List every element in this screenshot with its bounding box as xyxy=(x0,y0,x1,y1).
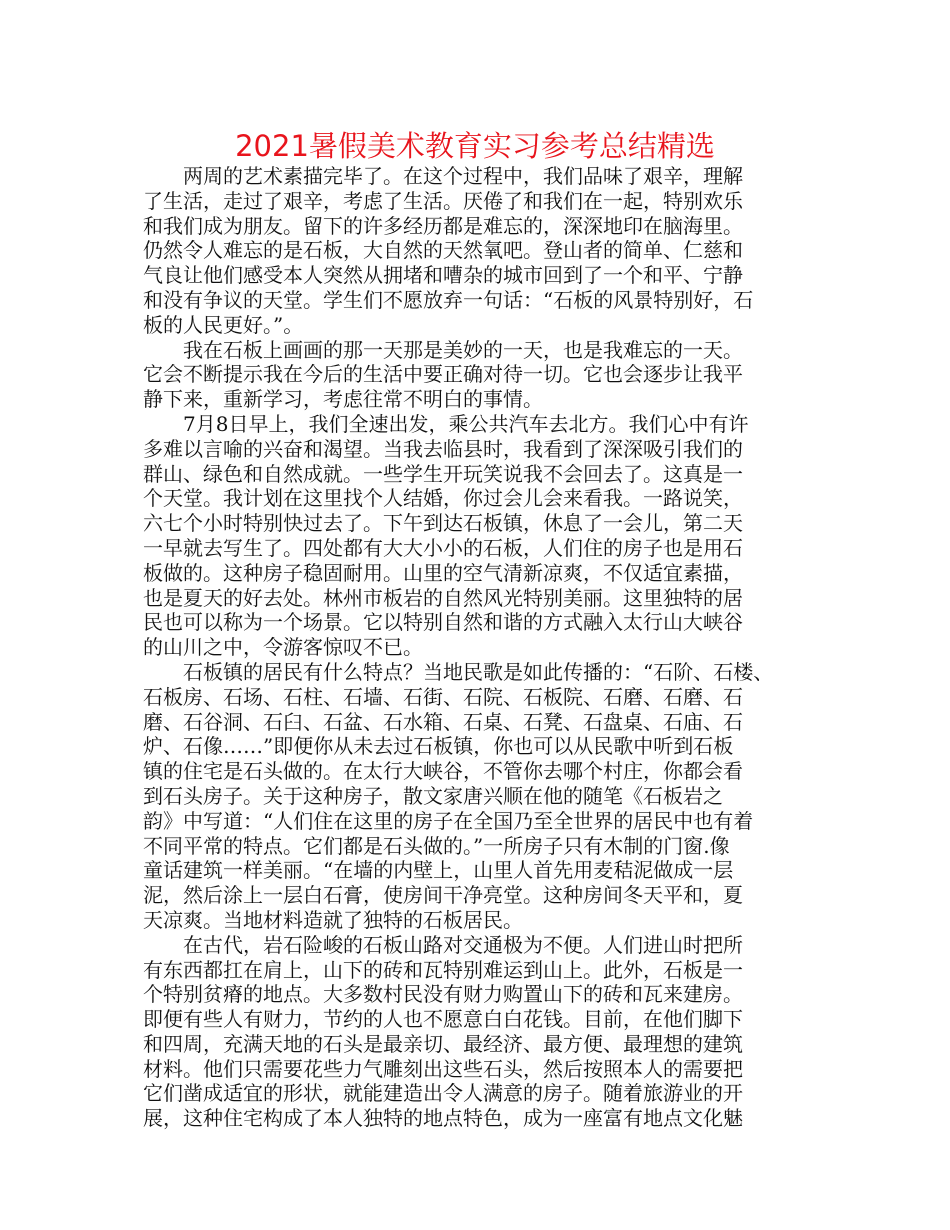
paragraph-4-line: 镇的住宅是石头做的。在太行大峡谷，不管你去哪个村庄，你都会看 xyxy=(143,759,743,784)
paragraph-1-line: 和我们成为朋友。留下的许多经历都是难忘的，深深地印在脑海里。 xyxy=(143,213,743,238)
paragraph-5-line: 个特别贫瘠的地点。大多数村民没有财力购置山下的砖和瓦来建房。 xyxy=(143,982,743,1007)
paragraph-4-line: 炉、石像……”即便你从未去过石板镇，你也可以从民歌中听到石板 xyxy=(143,734,734,759)
paragraph-5-line: 在古代，岩石险峻的石板山路对交通极为不便。人们进山时把所 xyxy=(183,932,743,957)
paragraph-3-line: 民也可以称为一个场景。它以特别自然和谐的方式融入太行山大峡谷 xyxy=(143,610,743,635)
paragraph-3-line: 多难以言喻的兴奋和渴望。当我去临县时，我看到了深深吸引我们的 xyxy=(143,436,743,461)
paragraph-1-line: 板的人民更好。”。 xyxy=(143,312,304,337)
paragraph-5-line: 和四周，充满天地的石头是最亲切、最经济、最方便、最理想的建筑 xyxy=(143,1031,743,1056)
paragraph-3-line: 群山、绿色和自然成就。一些学生开玩笑说我不会回去了。这真是一 xyxy=(143,461,743,486)
paragraph-5-line: 材料。他们只需要花些力气雕刻出这些石头，然后按照本人的需要把 xyxy=(143,1056,743,1081)
paragraph-4-line: 天凉爽。当地材料造就了独特的石板居民。 xyxy=(143,907,523,932)
document-title: 2021暑假美术教育实习参考总结精选 xyxy=(235,129,715,163)
paragraph-3-line: 也是夏天的好去处。林州市板岩的自然风光特别美丽。这里独特的居 xyxy=(143,585,743,610)
paragraph-3-line: 个天堂。我计划在这里找个人结婚，你过会儿会来看我。一路说笑， xyxy=(143,486,743,511)
paragraph-4-line: 童话建筑一样美丽。“在墙的内壁上，山里人首先用麦秸泥做成一层 xyxy=(143,858,734,883)
paragraph-2-line: 它会不断提示我在今后的生活中要正确对待一切。它也会逐步让我平 xyxy=(143,362,743,387)
paragraph-1-line: 了生活，走过了艰辛，考虑了生活。厌倦了和我们在一起，特别欢乐 xyxy=(143,188,743,213)
paragraph-1-line: 气良让他们感受本人突然从拥堵和嘈杂的城市回到了一个和平、宁静 xyxy=(143,263,743,288)
paragraph-4-line: 泥，然后涂上一层白石膏，使房间干净亮堂。这种房间冬天平和，夏 xyxy=(143,883,743,908)
paragraph-4-line: 韵》中写道：“人们住在这里的房子在全国乃至全世界的居民中也有着 xyxy=(143,808,754,833)
paragraph-1-line: 两周的艺术素描完毕了。在这个过程中，我们品味了艰辛，理解 xyxy=(183,164,743,188)
paragraph-4-line: 石板镇的居民有什么特点？当地民歌是如此传播的：“石阶、石楼、 xyxy=(183,659,774,684)
paragraph-4-line: 不同平常的特点。它们都是石头做的。”一所房子只有木制的门窗.像 xyxy=(143,833,730,858)
document-body xyxy=(143,164,833,1131)
paragraph-4-line: 磨、石谷洞、石臼、石盆、石水箱、石桌、石凳、石盘桌、石庙、石 xyxy=(143,709,743,734)
paragraph-3-line: 六七个小时特别快过去了。下午到达石板镇，休息了一会儿，第二天 xyxy=(143,511,743,536)
paragraph-3-line: 一早就去写生了。四处都有大大小小的石板，人们住的房子也是用石 xyxy=(143,535,743,560)
paragraph-1-line: 和没有争议的天堂。学生们不愿放弃一句话：“石板的风景特别好，石 xyxy=(143,287,754,312)
paragraph-2-line: 静下来，重新学习，考虑往常不明白的事情。 xyxy=(143,387,543,412)
paragraph-2-line: 我在石板上画画的那一天那是美妙的一天，也是我难忘的一天。 xyxy=(183,337,743,362)
paragraph-3-line: 的山川之中，令游客惊叹不已。 xyxy=(143,635,423,660)
paragraph-1-line: 仍然令人难忘的是石板，大自然的天然氧吧。登山者的简单、仁慈和 xyxy=(143,238,743,263)
paragraph-4-line: 石板房、石场、石柱、石墙、石街、石院、石板院、石磨、石磨、石 xyxy=(143,684,743,709)
paragraph-3-line: 7月8日早上，我们全速出发，乘公共汽车去北方。我们心中有许 xyxy=(183,411,749,436)
paragraph-4-line: 到石头房子。关于这种房子，散文家唐兴顺在他的随笔《石板岩之 xyxy=(143,783,723,808)
paragraph-3-line: 板做的。这种房子稳固耐用。山里的空气清新凉爽，不仅适宜素描， xyxy=(143,560,743,585)
paragraph-5-line: 有东西都扛在肩上，山下的砖和瓦特别难运到山上。此外，石板是一 xyxy=(143,957,743,982)
paragraph-5-line: 展，这种住宅构成了本人独特的地点特色，成为一座富有地点文化魅 xyxy=(143,1106,743,1131)
paragraph-5-line: 即便有些人有财力，节约的人也不愿意白白花钱。目前，在他们脚下 xyxy=(143,1007,743,1032)
paragraph-5-line: 它们凿成适宜的形状，就能建造出令人满意的房子。随着旅游业的开 xyxy=(143,1081,743,1106)
